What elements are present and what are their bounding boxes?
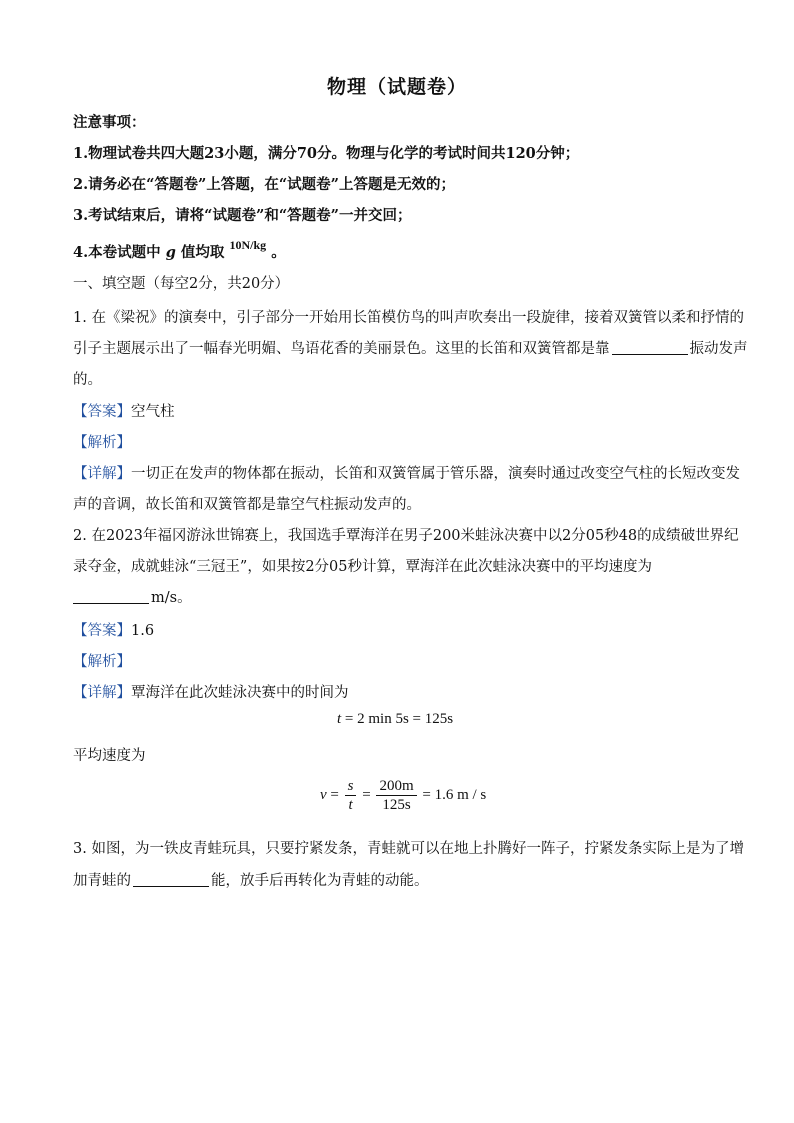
fraction-numerator: s: [345, 777, 357, 796]
q1-analysis-tag: [73, 431, 723, 452]
speed-equation: [320, 777, 486, 814]
q2-analysis-tag: [73, 650, 723, 671]
q2-speed-label: 平均速度为: [73, 748, 146, 764]
q1-detail-1: [73, 462, 740, 483]
fraction-s-over-t: [345, 777, 357, 814]
notice-heading: 注意事项：: [73, 114, 146, 131]
q1-line-2: [73, 337, 748, 358]
notice-item-2: 2.请务必在“答题卷”上答题，在“试题卷”上答题是无效的；: [73, 176, 455, 193]
detail-tag: 【详解】: [73, 685, 131, 701]
time-equation-rhs: = 2 min 5s = 125s: [344, 711, 454, 727]
notice-item-4-end: 。: [271, 244, 286, 261]
time-symbol: t: [337, 711, 342, 727]
q2-line-2: 录夺金，成就蛙泳“三冠王”，如果按2分05秒计算，覃海洋在此次蛙泳决赛中的平均速度为: [73, 559, 652, 575]
notice-item-4: [73, 238, 723, 262]
q2-detail-text-1: 覃海洋在此次蛙泳决赛中的时间为: [131, 685, 349, 701]
q1-answer-blank: [612, 340, 688, 355]
fraction-denominator: 125s: [382, 797, 411, 813]
detail-tag: 【详解】: [73, 466, 131, 482]
q1-answer: [73, 400, 723, 421]
q1-line-2-tail: 振动发声: [689, 341, 748, 357]
notice-item-3: 3.考试结束后，请将“试题卷”和“答题卷”一并交回；: [73, 207, 412, 224]
equals-sign: =: [362, 786, 371, 803]
analysis-tag: 【解析】: [73, 435, 131, 451]
q3-line-1: 3. 如图，为一铁皮青蛙玩具，只要拧紧发条，青蛙就可以在地上扑腾好一阵子，拧紧发条实际上是为了增: [73, 841, 744, 857]
q1-detail-2: 声的音调，故长笛和双簧管都是靠空气柱振动发声的。: [73, 497, 421, 513]
gravity-symbol: g: [165, 244, 176, 261]
q2-line-1: 2. 在2023年福冈游泳世锦赛上，我国选手覃海洋在男子200米蛙泳决赛中以2分05秒48的成绩破世界纪: [73, 528, 739, 544]
q1-line-1: 1. 在《梁祝》的演奏中，引子部分一开始用长笛模仿鸟的叫声吹奏出一段旋律，接着双簧管以柔和抒情的: [73, 310, 744, 326]
analysis-tag: 【解析】: [73, 654, 131, 670]
q3-line-2: [73, 869, 723, 890]
q1-detail-text-1: 一切正在发声的物体都在振动，长笛和双簧管属于管乐器，演奏时通过改变空气柱的长短改变发: [131, 466, 740, 482]
q3-answer-blank: [133, 872, 209, 887]
speed-result: = 1.6 m / s: [422, 786, 487, 803]
page-title: 物理（试题卷）: [326, 76, 467, 98]
notice-item-4-mid: 值均取: [180, 244, 225, 261]
fraction-numerator: 200m: [376, 777, 416, 796]
q2-answer-text: 1.6: [131, 623, 155, 639]
q2-line-3: [73, 586, 723, 607]
notice-item-1: 1.物理试卷共四大题23小题，满分70分。物理与化学的考试时间共120分钟；: [73, 145, 580, 162]
q1-answer-text: 空气柱: [131, 404, 175, 420]
q3-line-2-text: 加青蛙的: [73, 873, 131, 889]
fraction-values: [376, 777, 416, 814]
answer-tag: 【答案】: [73, 623, 131, 639]
fraction-denominator: t: [348, 797, 353, 813]
q1-line-3: 的。: [73, 372, 102, 388]
notice-item-4-prefix: 4.本卷试题中: [73, 244, 161, 261]
time-equation: [337, 711, 453, 728]
answer-tag: 【答案】: [73, 404, 131, 420]
equals-sign: =: [330, 786, 339, 803]
q1-line-2-text: 引子主题展示出了一幅春光明媚、鸟语花香的美丽景色。这里的长笛和双簧管都是靠: [73, 341, 610, 357]
q2-answer-blank: [73, 589, 149, 604]
speed-symbol: v: [320, 786, 327, 803]
gravity-value: 10N/kg: [229, 238, 267, 252]
q2-line-3-tail: m/s。: [151, 590, 192, 606]
q2-detail-1: [73, 681, 723, 702]
q3-line-2-tail: 能，放手后再转化为青蛙的动能。: [211, 873, 429, 889]
q2-answer: [73, 619, 723, 640]
section-heading: 一、填空题（每空2分，共20分）: [73, 276, 290, 292]
